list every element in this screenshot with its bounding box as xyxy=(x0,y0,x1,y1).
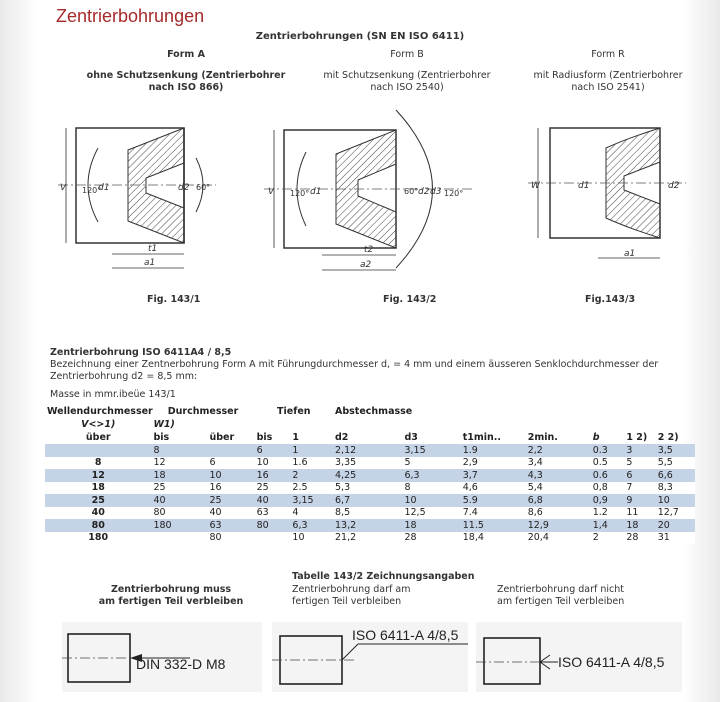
table-cell: 9 xyxy=(626,494,633,506)
table-cell: 20 xyxy=(657,519,670,531)
table-cell: 0,9 xyxy=(592,494,608,506)
drawing-marking: DIN 332-D M8 xyxy=(136,656,226,672)
table-cell: 31 xyxy=(657,532,670,544)
table-cell: 25 xyxy=(91,494,105,506)
label-a1: a1 xyxy=(144,258,156,268)
annotation-label-line: Zentrierbohrung muss xyxy=(110,584,232,595)
form-b-desc-1: mit Schutzsenkung (Zentrierbohrer xyxy=(323,70,491,81)
column-header: 1 xyxy=(292,432,300,443)
table-column-headers xyxy=(45,431,695,444)
table-cell: 7 xyxy=(626,482,633,494)
page-title: Zentrierbohrungen xyxy=(56,6,205,26)
table-row xyxy=(45,469,695,482)
table-cell: 80 xyxy=(209,532,222,544)
label-d2: d2 xyxy=(668,181,680,191)
dimension-table xyxy=(45,405,695,544)
annotation-label-may xyxy=(292,584,410,608)
example-line-2: Zentrierbohrung d2 = 8,5 mm: xyxy=(50,371,198,382)
drawing-iso-6411-must-not xyxy=(476,622,682,692)
form-b-desc-2: nach ISO 2540) xyxy=(370,82,444,93)
column-header: über xyxy=(85,432,111,443)
table-cell: 4,25 xyxy=(335,469,357,481)
table-cell: 1.2 xyxy=(592,507,608,519)
table-cell: 5 xyxy=(404,457,411,469)
table-cell: 12 xyxy=(91,469,105,481)
table-cell: 180 xyxy=(88,532,109,544)
table-cell: 25 xyxy=(153,482,166,494)
column-header: bis xyxy=(256,432,273,443)
column-header: t1min.. xyxy=(462,432,502,443)
label-v: V xyxy=(268,187,275,197)
table-cell: 10 xyxy=(657,494,670,506)
label-w: W xyxy=(531,181,540,191)
table-row xyxy=(45,444,695,457)
table-cell: 28 xyxy=(626,532,639,544)
table-cell: 18 xyxy=(153,469,166,481)
table-cell: 12,7 xyxy=(657,507,679,519)
table-cell: 180 xyxy=(153,519,172,531)
table-cell: 4 xyxy=(292,507,299,519)
table-cell: 16 xyxy=(256,469,269,481)
annotation-label-line: am fertigen Teil verbleiben xyxy=(98,596,244,607)
table-cell: 12 xyxy=(153,457,166,469)
table-cell: 5.9 xyxy=(462,494,478,506)
table-cell: 18 xyxy=(91,482,105,494)
table-cell: 2,9 xyxy=(462,457,478,469)
table-cell: 10 xyxy=(256,457,269,469)
label-v: V xyxy=(60,183,67,193)
leader-line xyxy=(342,644,358,660)
table-cell: 6,6 xyxy=(657,469,673,481)
table-cell: 3 xyxy=(626,444,633,456)
label-120-outer: 120° xyxy=(444,189,464,198)
table-row xyxy=(45,507,695,520)
table-cell: 0.6 xyxy=(592,469,608,481)
table-cell: 80 xyxy=(256,519,269,531)
table-header-group xyxy=(45,405,695,418)
table-cell: 18 xyxy=(404,519,417,531)
table-row xyxy=(45,494,695,507)
table-cell: 2 xyxy=(292,469,299,481)
table-row xyxy=(45,519,695,532)
label-t1: t1 xyxy=(148,244,158,254)
label-t2: t2 xyxy=(364,245,374,255)
form-a-header xyxy=(86,49,286,94)
table-cell: 12,9 xyxy=(527,519,549,531)
example-block xyxy=(50,347,670,383)
table-cell: 0.3 xyxy=(592,444,608,456)
form-r-name: Form R xyxy=(591,49,625,60)
table-cell: 1.9 xyxy=(462,444,478,456)
table-cell: 18 xyxy=(626,519,639,531)
header-durchmesser: Durchmesser xyxy=(167,406,239,417)
hatched-section xyxy=(128,128,184,243)
table-cell: 2,2 xyxy=(527,444,543,456)
table-cell: 2.5 xyxy=(292,482,308,494)
annotation-table-title: Tabelle 143/2 Zeichnungsangaben xyxy=(292,571,475,582)
annotation-label-line: Zentrierbohrung darf nicht xyxy=(497,584,625,595)
label-a1: a1 xyxy=(624,249,636,259)
column-header: über xyxy=(209,432,235,443)
table-cell: 10 xyxy=(404,494,417,506)
table-cell: 80 xyxy=(153,507,166,519)
example-title: Zentrierbohrung ISO 6411A4 / 8,5 xyxy=(50,347,232,358)
table-cell: 11.5 xyxy=(462,519,484,531)
drawing-marking: ISO 6411-A 4/8,5 xyxy=(558,654,665,670)
column-header: 2 2) xyxy=(657,432,679,443)
form-b-header xyxy=(307,49,507,94)
table-cell: 10 xyxy=(292,532,305,544)
table-cell: 18,4 xyxy=(462,532,484,544)
annotation-label-must-not xyxy=(497,584,624,608)
annotation-label-line: Zentrierbohrung darf am xyxy=(292,584,411,595)
table-cell: 5,5 xyxy=(657,457,673,469)
table-row xyxy=(45,532,695,545)
table-cell: 13,2 xyxy=(335,519,357,531)
annotation-label-line: am fertigen Teil verbleiben xyxy=(497,596,625,607)
header-tiefen: Tiefen xyxy=(277,406,311,417)
table-cell: 5,3 xyxy=(335,482,351,494)
column-header: d2 xyxy=(335,432,349,443)
example-line-1: Bezeichnung einer Zentnerbohrung Form A mit Führungdurchmesser d, = 4 mm und einem äusseren Senklochdurchmesser der xyxy=(50,359,659,370)
table-cell: 8,3 xyxy=(657,482,673,494)
table-cell: 5,4 xyxy=(527,482,543,494)
table-cell: 40 xyxy=(153,494,166,506)
label-120: 120° xyxy=(82,186,102,195)
table-cell: 2,12 xyxy=(335,444,357,456)
table-cell: 10 xyxy=(209,469,222,481)
table-cell: 8 xyxy=(94,457,102,469)
table-cell xyxy=(207,444,254,457)
table-cell xyxy=(255,532,291,545)
page-shade-left xyxy=(0,0,38,702)
table-cell: 20,4 xyxy=(527,532,549,544)
table-cell: 3,4 xyxy=(527,457,543,469)
table-cell: 63 xyxy=(256,507,269,519)
table-cell: 21,2 xyxy=(335,532,357,544)
units-note: Masse in mmr.ibeüe 143/1 xyxy=(50,389,176,400)
table-cell xyxy=(45,444,151,457)
figure-form-a xyxy=(58,118,218,288)
table-cell: 5 xyxy=(626,457,633,469)
table-row xyxy=(45,482,695,495)
table-cell: 80 xyxy=(91,519,105,531)
table-cell: 8 xyxy=(153,444,160,456)
table-cell xyxy=(151,532,207,545)
table-cell: 28 xyxy=(404,532,417,544)
table-cell: 12,5 xyxy=(404,507,426,519)
annotation-label-must xyxy=(86,584,256,608)
column-header: 1 2) xyxy=(626,432,648,443)
label-60: 60° xyxy=(404,187,419,196)
label-d1: d1 xyxy=(578,181,590,191)
table-cell: 4,6 xyxy=(462,482,478,494)
table-cell: 40 xyxy=(91,507,105,519)
column-header: d3 xyxy=(404,432,418,443)
table-cell: 25 xyxy=(209,494,222,506)
table-cell: 63 xyxy=(209,519,222,531)
table-cell: 3,35 xyxy=(335,457,357,469)
table-cell: 16 xyxy=(209,482,222,494)
table-cell: 40 xyxy=(256,494,269,506)
form-a-desc-2: nach ISO 866) xyxy=(148,82,224,93)
table-row xyxy=(45,457,695,470)
header-abstechmasse: Abstechmasse xyxy=(335,406,413,417)
form-r-desc-1: mit Radiusform (Zentrierbohrer xyxy=(533,70,683,81)
label-a2: a2 xyxy=(360,260,372,270)
table-cell: 7.4 xyxy=(462,507,478,519)
column-header: 2min. xyxy=(527,432,558,443)
table-cell: 0.5 xyxy=(592,457,608,469)
drawing-iso-6411-may xyxy=(272,622,468,692)
form-b-name: Form B xyxy=(390,49,424,60)
table-cell: 11 xyxy=(626,507,639,519)
column-header: bis xyxy=(153,432,170,443)
table-cell: 25 xyxy=(256,482,269,494)
label-120: 120° xyxy=(290,189,310,198)
table-cell: 6 xyxy=(256,444,263,456)
header-wellendurchmesser: Wellendurchmesser xyxy=(47,406,153,417)
table-cell: 1,4 xyxy=(592,519,608,531)
label-d2: d2 xyxy=(418,187,430,197)
table-cell: 6,7 xyxy=(335,494,351,506)
figure-r-caption: Fig.143/3 xyxy=(585,294,636,305)
workpiece-outline xyxy=(484,638,540,684)
drawing-din-332 xyxy=(62,622,262,692)
table-cell: 8,6 xyxy=(527,507,543,519)
header-w-footnote: W1) xyxy=(153,419,175,430)
label-d1: d1 xyxy=(98,183,110,193)
table-cell: 40 xyxy=(209,507,222,519)
column-header: b xyxy=(592,432,600,443)
label-d3: d3 xyxy=(430,187,442,197)
form-a-desc-1: ohne Schutzsenkung (Zentrierbohrer xyxy=(86,70,286,81)
label-d1: d1 xyxy=(310,187,322,197)
label-d2: d2 xyxy=(178,183,190,193)
figure-form-b xyxy=(264,100,474,285)
table-cell: 6,3 xyxy=(292,519,308,531)
table-cell: 3,15 xyxy=(404,444,426,456)
table-cell: 8 xyxy=(404,482,411,494)
page-shade-right xyxy=(682,0,720,702)
table-cell: 6 xyxy=(209,457,216,469)
table-cell: 8,5 xyxy=(335,507,351,519)
table-cell: 0,8 xyxy=(592,482,608,494)
header-v-footnote: V<>1) xyxy=(81,419,116,430)
annotation-label-line: fertigen Teil verbleiben xyxy=(292,596,402,607)
table-header-footnote xyxy=(45,418,695,431)
figure-b-caption: Fig. 143/2 xyxy=(383,294,437,305)
figure-a-caption: Fig. 143/1 xyxy=(147,294,201,305)
table-cell: 6,3 xyxy=(404,469,420,481)
form-a-name: Form A xyxy=(167,49,205,60)
table-cell: 1.6 xyxy=(292,457,308,469)
label-60: 60° xyxy=(196,183,211,192)
drawing-marking: ISO 6411-A 4/8,5 xyxy=(352,627,459,643)
table-cell: 3,15 xyxy=(292,494,314,506)
form-r-desc-2: nach ISO 2541) xyxy=(571,82,645,93)
table-cell: 2 xyxy=(592,532,599,544)
document-heading: Zentrierbohrungen (SN EN ISO 6411) xyxy=(255,31,465,42)
table-cell: 3,7 xyxy=(462,469,478,481)
table-cell: 6 xyxy=(626,469,633,481)
figure-form-r xyxy=(528,118,688,278)
table-cell: 3,5 xyxy=(657,444,673,456)
form-r-header xyxy=(508,49,708,94)
table-cell: 6,8 xyxy=(527,494,543,506)
table-cell: 1 xyxy=(292,444,299,456)
table-cell: 4,3 xyxy=(527,469,543,481)
